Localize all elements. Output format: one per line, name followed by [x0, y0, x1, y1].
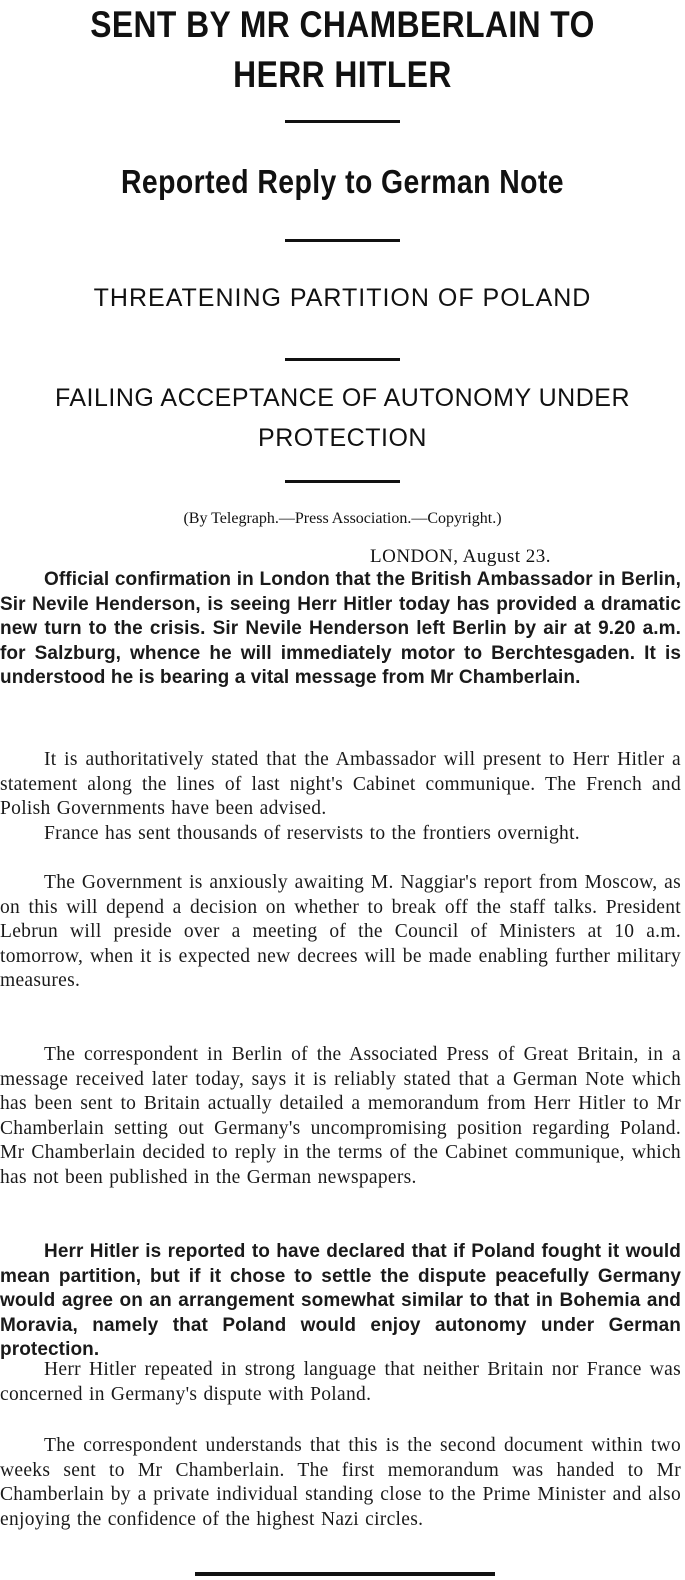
main-headline: SENT BY MR CHAMBERLAIN TO HERR HITLER: [90, 4, 595, 95]
article-paragraph: Official confirmation in London that the British Ambassador in Berlin, Sir Nevile Henderson, is seeing Herr Hitler today has provided a dramatic new turn to the crisis. Sir Nevile Henderson left Berlin by air at 9.20 a.m. for Salzburg, whence he will immediately motor to Berchtesgaden. It is understood he is bearing a vital message from Mr Chamberlain.: [0, 569, 681, 688]
article-paragraph: France has sent thousands of reservists to the frontiers overnight.: [44, 823, 580, 844]
article-paragraph: It is authoritatively stated that the Ambassador will present to Herr Hitler a statement along the lines of last night's Cabinet communique. The French and Polish Governments have been advised.: [0, 749, 681, 819]
subheadline-partition: THREATENING PARTITION OF POLAND: [93, 284, 592, 312]
article-paragraph: The correspondent understands that this is the second document within two weeks sent to Mr Chamberlain. The first memorandum was handed to Mr Chamberlain by a private individual standing close to the Prime Minister and also enjoying the confidence of the highest Nazi circles.: [0, 1435, 681, 1530]
headline-divider-3: [285, 358, 400, 361]
subheadline-autonomy: FAILING ACCEPTANCE OF AUTONOMY UNDER PROTECTION: [54, 384, 631, 452]
article-paragraph: Herr Hitler is reported to have declared that if Poland fought it would mean partition, but if it chose to settle the dispute peacefully Germany would agree on an arrangement somewhat similar to that in Bohemia and Moravia, namely that Poland would enjoy autonomy under German protection.: [0, 1241, 681, 1360]
headline-divider-1: [285, 120, 400, 123]
subheadline-reply: Reported Reply to German Note: [121, 163, 564, 200]
headline-divider-2: [285, 239, 400, 242]
article-paragraph: The correspondent in Berlin of the Associated Press of Great Britain, in a message received later today, says it is reliably stated that a German Note which has been sent to Britain actually detailed a memorandum from Herr Hitler to Mr Chamberlain setting out Germany's uncompromising position regarding Poland. Mr Chamberlain decided to reply in the terms of the Cabinet communique, which has not been published in the German newspapers.: [0, 1044, 681, 1188]
dateline: LONDON, August 23.: [370, 546, 552, 567]
byline: (By Telegraph.—Press Association.—Copyright.): [183, 510, 502, 527]
article-paragraph: The Government is anxiously awaiting M. Naggiar's report from Moscow, as on this will depend a decision on whether to break off the staff talks. President Lebrun will preside over a meeting of the Council of Ministers at 10 a.m. tomorrow, when it is expected new decrees will be made enabling further military measures.: [0, 872, 681, 991]
article-end-rule: [195, 1572, 495, 1576]
headline-divider-4: [285, 480, 400, 483]
article-paragraph: Herr Hitler repeated in strong language that neither Britain nor France was concerned in Germany's dispute with Poland.: [0, 1359, 681, 1405]
